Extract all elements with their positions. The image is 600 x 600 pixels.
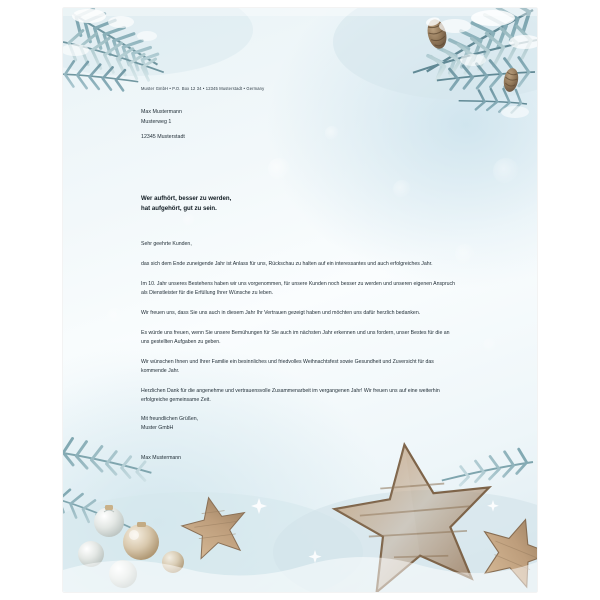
company-name: Muster GmbH — [141, 425, 174, 432]
salutation: Sehr geehrte Kunden, — [141, 241, 192, 248]
pinecone — [502, 67, 520, 93]
bauble — [123, 522, 159, 560]
recipient-city: 12345 Musterstadt — [141, 133, 185, 140]
closing-block — [141, 415, 459, 433]
recipient-address-block — [141, 108, 459, 142]
headline-line-1: Wer aufhört, besser zu werden, — [141, 195, 232, 203]
body-paragraph: Wir freuen uns, dass Sie uns auch in diesem Jahr Ihr Vertrauen gezeigt haben und möchten uns dafür herzlich bedanken. — [141, 309, 421, 316]
bokeh-dot — [483, 338, 497, 352]
headline-line-2: hat aufgehört, gut zu sein. — [141, 205, 217, 213]
body-paragraph: Es würde uns freuen, wenn Sie unsere Bemühungen für Sie auch im nächsten Jahr erkennen und uns fordern, unser Bestes für die an uns gestellten Aufgaben zu geben. — [141, 329, 450, 345]
letter-headline — [141, 194, 459, 214]
body-paragraph: Herzlichen Dank für die angenehme und vertrauensvolle Zusammenarbeit im vergangenen Jahr! Wir freuen uns auf eine weiterhin erfolgreiche gemeinsame Zeit. — [141, 387, 440, 403]
bokeh-dot — [493, 158, 519, 184]
recipient-street: Musterweg 1 — [141, 118, 172, 125]
bauble — [109, 560, 137, 588]
body-paragraph: Im 10. Jahr unseres Bestehens haben wir uns vorgenommen, für unsere Kunden noch besser zu werden und unseren eigenen Anspruch als Dienstleister für die Erfüllung Ihrer Wünsche zu leben. — [141, 281, 456, 296]
closing-line: Mit freundlichen Grüßen, — [141, 416, 199, 423]
bauble — [78, 541, 104, 567]
sender-return-address-line: Muster GmbH • P.O. Box 12 34 • 12345 Musterstadt • Germany — [141, 86, 265, 91]
pinecone — [424, 15, 449, 50]
wooden-star — [177, 491, 252, 561]
signature-name: Max Mustermann — [141, 455, 182, 462]
letter-sheet — [63, 8, 537, 592]
bauble — [94, 505, 124, 537]
recipient-name: Max Mustermann — [141, 109, 182, 115]
bauble — [162, 551, 184, 573]
wooden-star — [472, 509, 537, 591]
body-paragraph: Wir wünschen Ihnen und Ihrer Familie ein besinnliches und friedvolles Weihnachtsfest sowie Gesundheit und Zuversicht für das kommende Jahr. — [141, 358, 434, 374]
bokeh-dot — [107, 308, 123, 324]
letter-content — [141, 86, 459, 461]
body-paragraph: das sich dem Ende zuneigende Jahr ist Anlass für uns, Rückschau zu halten auf ein interessantes und auch erfolgreiches Jahr. — [141, 261, 433, 268]
letter-body — [141, 260, 459, 404]
